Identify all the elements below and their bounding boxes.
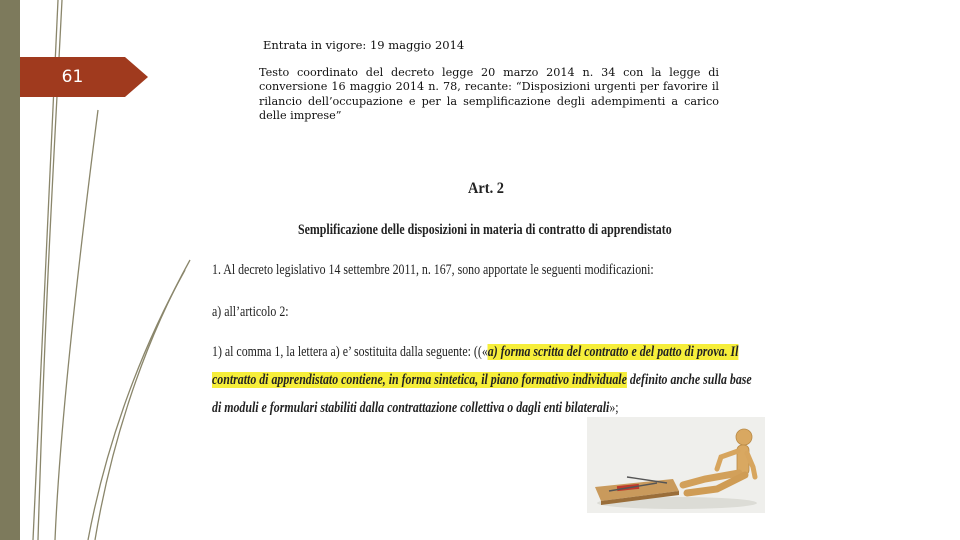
article-paragraph-2: a) all’articolo 2: <box>212 304 289 320</box>
slide-number: 61 <box>61 67 84 87</box>
highlighted-text: a) forma scritta del contratto e del patto di prova. Il <box>487 344 739 360</box>
slide-number-tab <box>20 57 148 97</box>
entry-into-force-date: Entrata in vigore: 19 maggio 2014 <box>263 38 465 52</box>
article-paragraph-5 <box>212 400 619 417</box>
article-paragraph-1: 1. Al decreto legislativo 14 settembre 2011, n. 167, sono apportate le seguenti modificazioni: <box>212 262 654 278</box>
paragraph-5-text: »; <box>609 400 619 416</box>
article-paragraph-4 <box>212 372 752 389</box>
italic-text: definito anche sulla base <box>626 372 752 388</box>
article-title: Art. 2 <box>468 180 504 197</box>
paragraph-3-text: 1) al comma 1, la lettera a) e’ sostituita dalla seguente: ((« <box>212 344 488 360</box>
intro-paragraph: Testo coordinato del decreto legge 20 marzo 2014 n. 34 con la legge di conversione 16 maggio 2014 n. 78, recante: “Disposizioni urgenti per favorire il rilancio dell’occupazione e per la semplificazione degli adempimenti a carico delle imprese” <box>259 66 719 122</box>
article-paragraph-3 <box>212 344 738 361</box>
italic-text: di moduli e formulari stabiliti dalla contrattazione collettiva o dagli enti bilaterali <box>212 400 610 416</box>
article-subtitle: Semplificazione delle disposizioni in materia di contratto di apprendistato <box>298 222 672 238</box>
highlighted-text: contratto di apprendistato contiene, in forma sintetica, il piano formativo individuale <box>212 372 627 388</box>
mannequin-mousetrap-image <box>587 417 765 513</box>
